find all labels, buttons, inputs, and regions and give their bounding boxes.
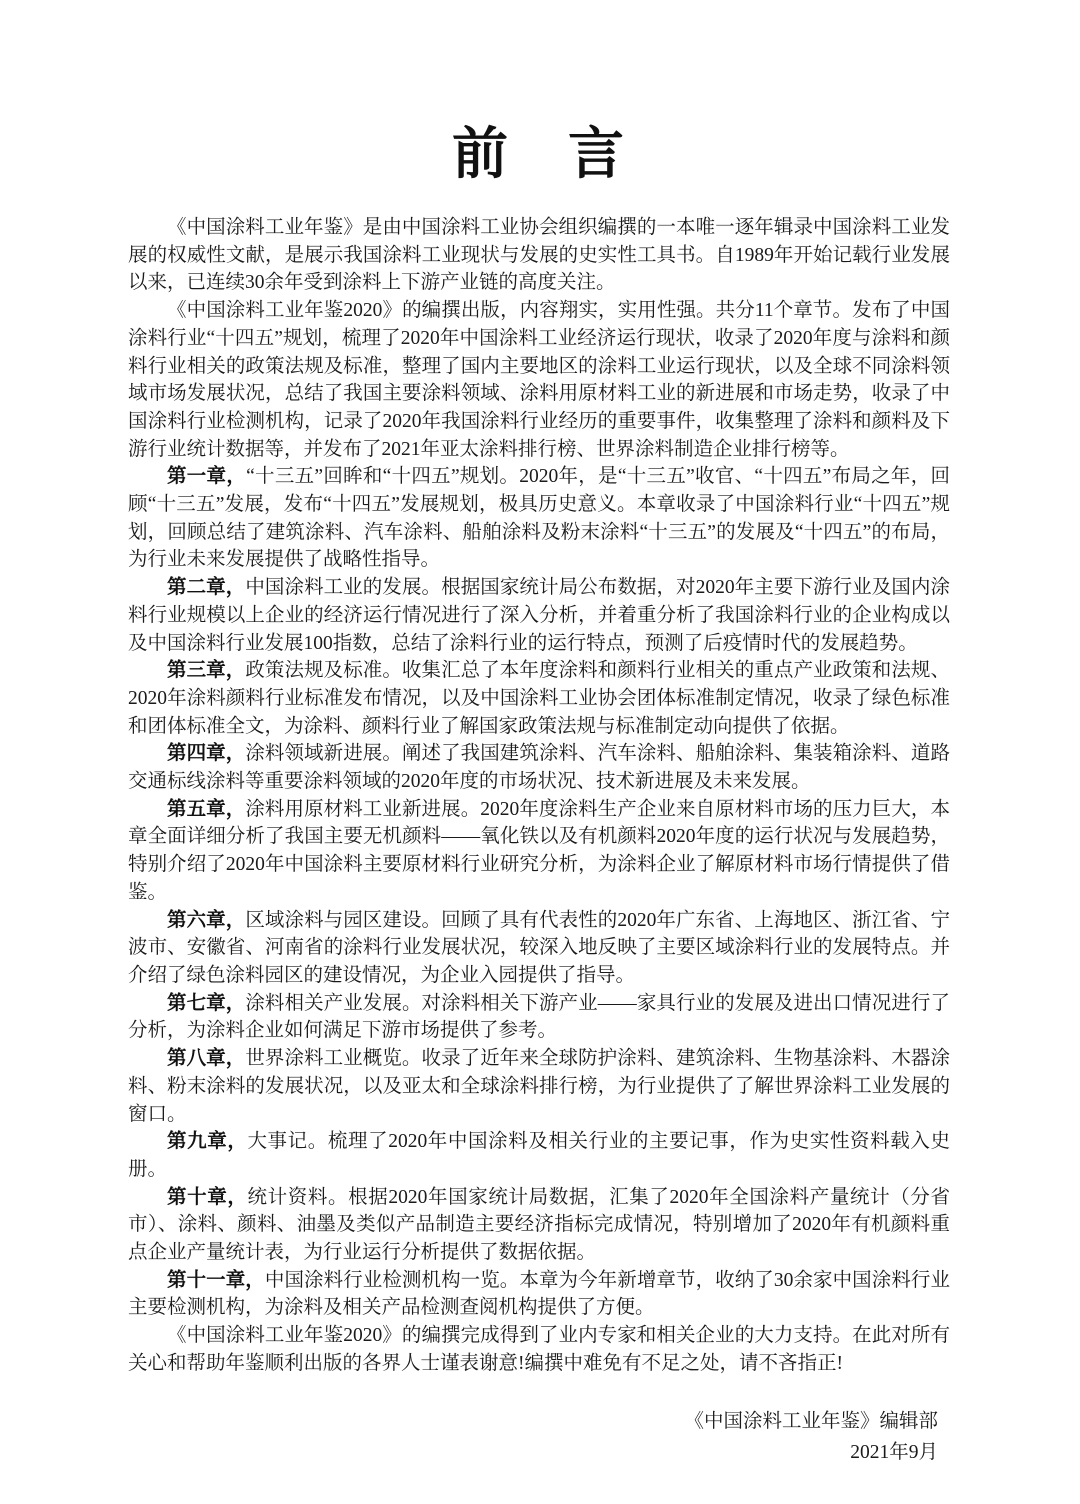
- paragraph-chapter-10: [128, 1184, 950, 1267]
- page-title: 前 言: [452, 122, 626, 187]
- chapter-label: 第十章，: [167, 1186, 248, 1208]
- paragraph-chapter-7: [128, 990, 950, 1045]
- signature-block: [128, 1406, 950, 1468]
- chapter-label: 第九章，: [167, 1131, 248, 1153]
- paragraph-chapter-5: [128, 796, 950, 907]
- paragraph-chapter-8: [128, 1045, 950, 1128]
- paragraph-chapter-11: [128, 1267, 950, 1322]
- paragraph-text: 世界涂料工业概览。收录了近年来全球防护涂料、建筑涂料、生物基涂料、木器涂料、粉末涂料的发展状况，以及亚太和全球涂料排行榜，为行业提供了了解世界涂料工业发展的窗口。: [128, 1048, 950, 1125]
- paragraph-intro-2: [128, 297, 950, 463]
- paragraph-text: 政策法规及标准。收集汇总了本年度涂料和颜料行业相关的重点产业政策和法规、2020年涂料颜料行业标准发布情况，以及中国涂料工业协会团体标准制定情况，收录了绿色标准和团体标准全文，为涂料、颜料行业了解国家政策法规与标准制定动向提供了依据。: [128, 660, 950, 737]
- chapter-label: 第二章，: [167, 577, 246, 599]
- paragraph-chapter-9: [128, 1128, 950, 1183]
- paragraph-text: 《中国涂料工业年鉴2020》的编撰完成得到了业内专家和相关企业的大力支持。在此对所有关心和帮助年鉴顺利出版的各界人士谨表谢意!编撰中难免有不足之处，请不吝指正!: [128, 1325, 950, 1374]
- paragraph-intro-1: [128, 214, 950, 297]
- paragraph-text: 中国涂料工业的发展。根据国家统计局公布数据，对2020年主要下游行业及国内涂料行业规模以上企业的经济运行情况进行了深入分析，并着重分析了我国涂料行业的企业构成以及中国涂料行业发展100指数，总结了涂料行业的运行特点，预测了后疫情时代的发展趋势。: [128, 577, 950, 654]
- chapter-label: 第八章，: [167, 1048, 246, 1070]
- paragraph-chapter-3: [128, 657, 950, 740]
- paragraph-chapter-6: [128, 907, 950, 990]
- paragraph-text: 统计资料。根据2020年国家统计局数据，汇集了2020年全国涂料产量统计（分省市）、涂料、颜料、油墨及类似产品制造主要经济指标完成情况，特别增加了2020年有机颜料重点企业产量统计表，为行业运行分析提供了数据依据。: [128, 1186, 950, 1264]
- chapter-label: 第五章，: [167, 798, 246, 820]
- chapter-label: 第一章，: [167, 466, 247, 488]
- chapter-label: 第七章，: [167, 992, 246, 1014]
- paragraph-closing: [128, 1322, 950, 1377]
- signature-date: 2021年9月: [850, 1441, 938, 1463]
- paragraph-chapter-2: [128, 574, 950, 657]
- paragraph-text: 区域涂料与园区建设。回顾了具有代表性的2020年广东省、上海地区、浙江省、宁波市、安徽省、河南省的涂料行业发展状况，较深入地反映了主要区域涂料行业的发展特点。并介绍了绿色涂料园区的建设情况，为企业入园提供了指导。: [128, 909, 950, 986]
- chapter-label: 第十一章，: [167, 1269, 265, 1291]
- chapter-label: 第四章，: [167, 743, 246, 765]
- paragraph-text: 《中国涂料工业年鉴》是由中国涂料工业协会组织编撰的一本唯一逐年辑录中国涂料工业发展的权威性文献，是展示我国涂料工业现状与发展的史实性工具书。自1989年开始记载行业发展以来，已连续30余年受到涂料上下游产业链的高度关注。: [128, 217, 950, 294]
- chapter-label: 第三章，: [167, 660, 246, 682]
- paragraph-chapter-4: [128, 740, 950, 795]
- paragraph-text: 大事记。梳理了2020年中国涂料及相关行业的主要记事，作为史实性资料载入史册。: [128, 1131, 950, 1180]
- paragraph-text: “十三五”回眸和“十四五”规划。2020年，是“十三五”收官、“十四五”布局之年，回顾“十三五”发展，发布“十四五”发展规划，极具历史意义。本章收录了中国涂料行业“十四五”规划，回顾总结了建筑涂料、汽车涂料、船舶涂料及粉末涂料“十三五”的发展及“十四五”的布局，为行业未来发展提供了战略性指导。: [128, 466, 950, 571]
- paragraph-chapter-1: [128, 463, 950, 574]
- paragraph-text: 中国涂料行业检测机构一览。本章为今年新增章节，收纳了30余家中国涂料行业主要检测机构，为涂料及相关产品检测查阅机构提供了方便。: [128, 1269, 950, 1319]
- chapter-label: 第六章，: [167, 909, 246, 931]
- signature-editor: 《中国涂料工业年鉴》编辑部: [684, 1410, 938, 1432]
- preface-content: [128, 0, 950, 1468]
- paragraph-text: 涂料用原材料工业新进展。2020年度涂料生产企业来自原材料市场的压力巨大，本章全面详细分析了我国主要无机颜料——氧化铁以及有机颜料2020年度的运行状况与发展趋势，特别介绍了2020年中国涂料主要原材料行业研究分析，为涂料企业了解原材料市场行情提供了借鉴。: [128, 798, 950, 903]
- paragraph-text: 涂料领域新进展。阐述了我国建筑涂料、汽车涂料、船舶涂料、集装箱涂料、道路交通标线涂料等重要涂料领域的2020年度的市场状况、技术新进展及未来发展。: [128, 743, 950, 793]
- paragraph-text: 《中国涂料工业年鉴2020》的编撰出版，内容翔实，实用性强。共分11个章节。发布了中国涂料行业“十四五”规划，梳理了2020年中国涂料工业经济运行现状，收录了2020年度与涂料和颜料行业相关的政策法规及标准，整理了国内主要地区的涂料工业运行现状，以及全球不同涂料领域市场发展状况，总结了我国主要涂料领域、涂料用原材料工业的新进展和市场走势，收录了中国涂料行业检测机构，记录了2020年我国涂料行业经历的重要事件，收集整理了涂料和颜料及下游行业统计数据等，并发布了2021年亚太涂料排行榜、世界涂料制造企业排行榜等。: [128, 300, 950, 460]
- paragraph-text: 涂料相关产业发展。对涂料相关下游产业——家具行业的发展及进出口情况进行了分析，为涂料企业如何满足下游市场提供了参考。: [128, 992, 950, 1042]
